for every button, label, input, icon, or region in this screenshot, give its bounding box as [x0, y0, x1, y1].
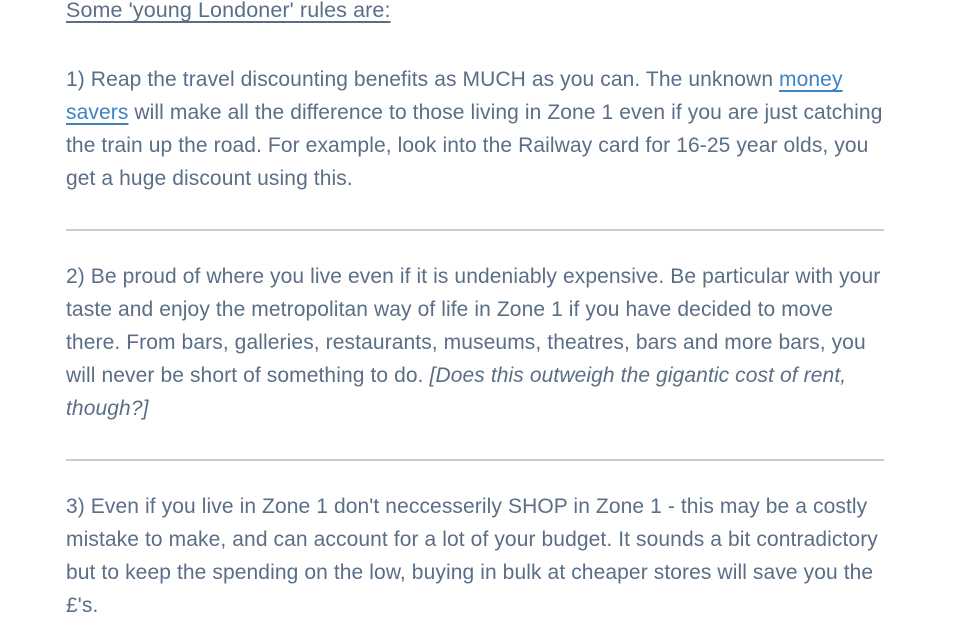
rule-2-text: 2) Be proud of where you live even if it is undeniably expensive. Be particular with your taste and enjoy the metropolitan way of life in Zone 1 if you have decided to move there. From bars, galleries, restaurants, museums, theatres, bars and more bars, you will never be short of something to do.: [66, 265, 881, 387]
rule-2-italic-note: [Does this outweigh the gigantic cost of rent, though?]: [66, 364, 847, 420]
rule-3-paragraph: [66, 490, 884, 622]
rule-1-text-before-link: 1) Reap the travel discounting benefits as MUCH as you can. The unknown: [66, 68, 780, 91]
money-savers-link[interactable]: money savers: [66, 68, 843, 124]
section-divider-1: [66, 229, 884, 231]
rule-3-text: 3) Even if you live in Zone 1 don't neccesserily SHOP in Zone 1 - this may be a costly mistake to make, and can account for a lot of your budget. It sounds a bit contradictory but to keep the spending on the low, buying in bulk at cheaper stores will save you the £'s.: [66, 495, 878, 617]
rule-1-text-after-link: will make all the difference to those living in Zone 1 even if you are just catching the train up the road. For example, look into the Railway card for 16-25 year olds, you get a huge discount using this.: [66, 101, 883, 190]
section-divider-2: [66, 459, 884, 461]
section-heading: Some 'young Londoner' rules are:: [66, 0, 391, 22]
rule-1-paragraph: [66, 63, 884, 195]
rule-2-paragraph: [66, 260, 884, 425]
article-body: [66, 0, 884, 622]
